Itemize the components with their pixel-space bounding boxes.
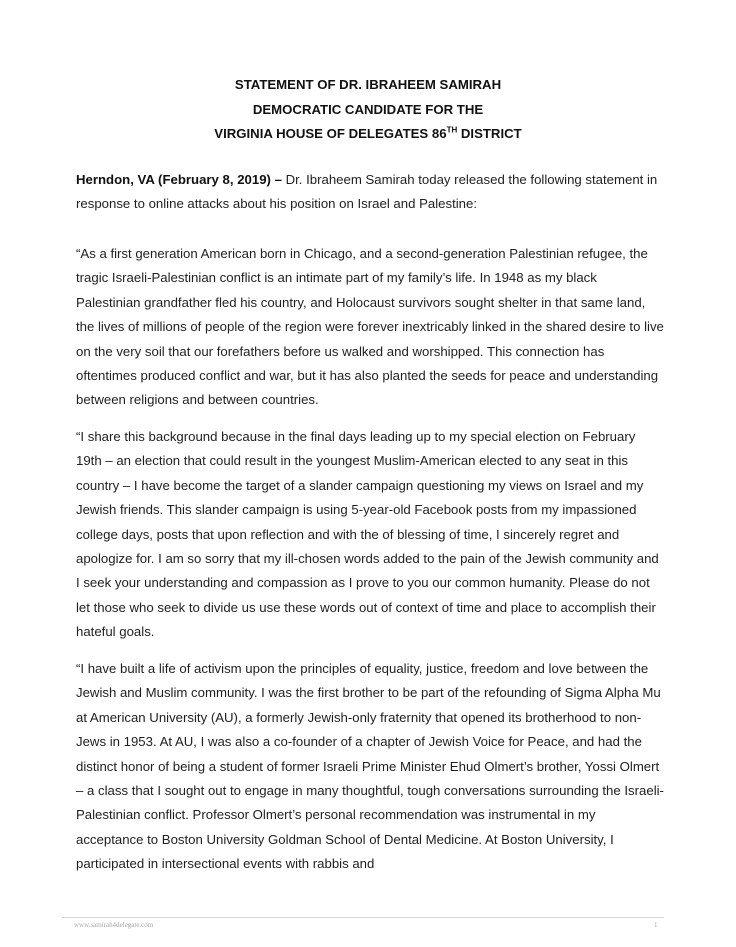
header-title-line: STATEMENT OF DR. IBRAHEEM SAMIRAH (234, 77, 502, 92)
header-district-prefix: VIRGINIA HOUSE OF DELEGATES 86 (214, 126, 447, 141)
paragraph-background: “As a first generation American born in Chicago, and a second-generation Palestinian refugee, the tragic Israeli-Palestinian conflict is an intimate part of my family’s life. In 1948 as my black Palestinian grandfather fled his country, and Holocaust survivors sought shelter in that same land, the lives of millions of people of the region were forever inextricably linked in the shared desire to live on the very soil that our forefathers before us walked and worshipped. This connection has oftentimes produced conflict and war, but it has also planted the seeds for peace and understanding between religions and between countries. (76, 246, 664, 408)
paragraph-dateline (76, 168, 664, 217)
page-number: 1 (654, 921, 658, 929)
paragraph-apology: “I share this background because in the final days leading up to my special election on February 19th – an election that could result in the youngest Muslim-American elected to any seat in this country – I have become the target of a slander campaign questioning my views on Israel and my Jewish friends. This slander campaign is using 5-year-old Facebook posts from my impassioned college days, posts that upon reflection and with the of blessing of time, I sincerely regret and apologize for. I am so sorry that my ill-chosen words added to the pain of the Jewish community and I seek your understanding and compassion as I prove to you our common humanity. Please do not let those who seek to divide us use these words out of context of time and place to accomplish their hateful goals. (76, 429, 659, 640)
footer-divider (62, 917, 664, 918)
paragraph-intro-text: Dr. Ibraheem Samirah today released the following statement in response to online attacks about his position on Israel and Palestine: (76, 172, 658, 212)
statement-header (0, 73, 736, 147)
dateline: Herndon, VA (February 8, 2019) – (76, 172, 282, 187)
header-district-line (0, 122, 736, 147)
paragraph-activism: “I have built a life of activism upon the principles of equality, justice, freedom and love between the Jewish and Muslim community. I was the first brother to be part of the refounding of Sigma Alpha Mu at American University (AU), a formerly Jewish-only fraternity that opened its brotherhood to non-Jews in 1953. At AU, I was also a co-founder of a chapter of Jewish Voice for Peace, and had the distinct honor of being a student of former Israeli Prime Minister Ehud Olmert’s brother, Yossi Olmert – a class that I sought out to engage in many thoughtful, tough conversations surrounding the Israeli-Palestinian conflict. Professor Olmert’s personal recommendation was instrumental in my acceptance to Boston University Goldman School of Dental Medicine. At Boston University, I participated in intersectional events with rabbis and (76, 661, 664, 872)
header-district-ordinal: TH (446, 125, 458, 135)
header-district-suffix: DISTRICT (457, 126, 522, 141)
footer-website: www.samirah4delegate.com (74, 921, 154, 929)
header-candidate-line: DEMOCRATIC CANDIDATE FOR THE (252, 101, 484, 117)
